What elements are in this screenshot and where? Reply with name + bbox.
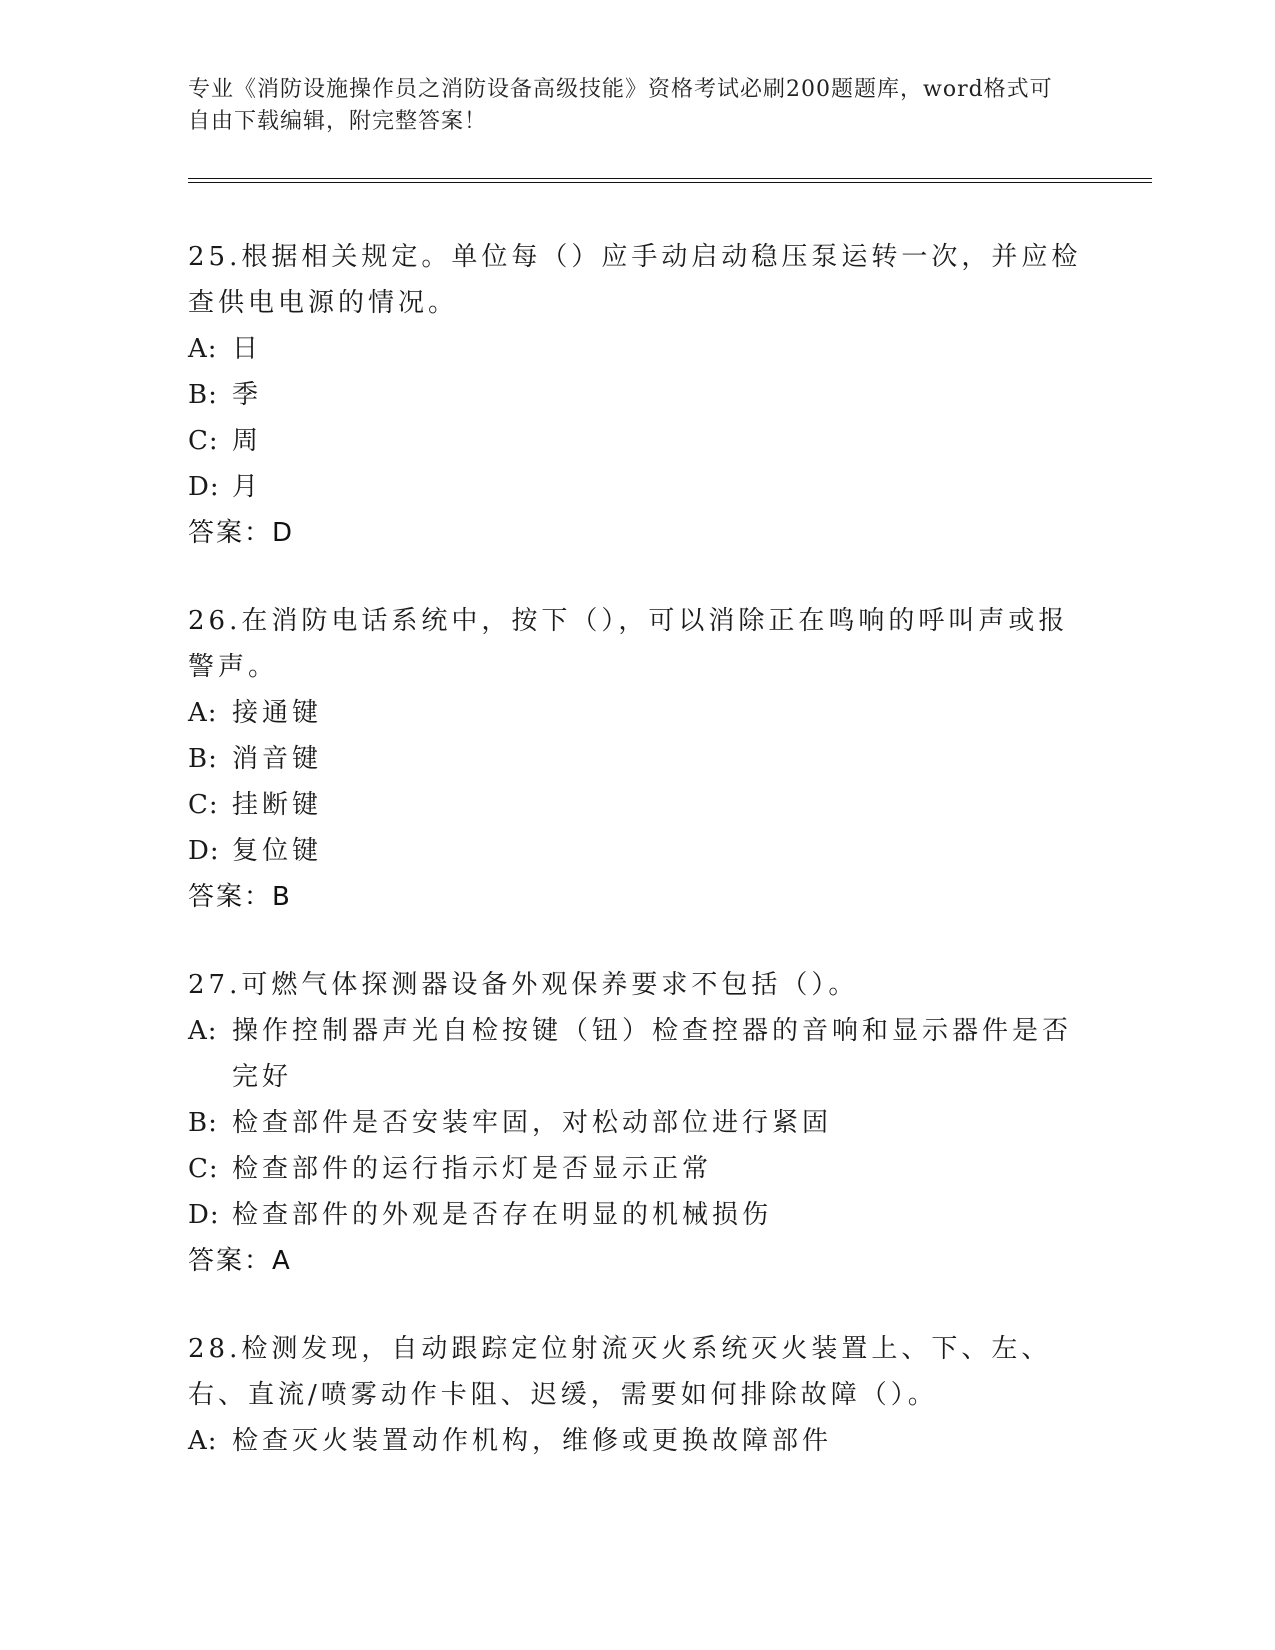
option-key: A: bbox=[188, 334, 218, 364]
option-c bbox=[188, 782, 1088, 828]
option-d bbox=[188, 464, 1088, 510]
question-stem: 28.检测发现，自动跟踪定位射流灭火系统灭火装置上、下、左、右、直流/喷雾动作卡阻、迟缓，需要如何排除故障（）。 bbox=[188, 1334, 1052, 1410]
option-key: B: bbox=[188, 744, 218, 774]
option-text: 检查部件的外观是否存在明显的机械损伤 bbox=[232, 1200, 773, 1230]
option-a bbox=[188, 326, 1088, 372]
question-list bbox=[188, 234, 1088, 1506]
question-stem: 25.根据相关规定。单位每（）应手动启动稳压泵运转一次，并应检查供电电源的情况。 bbox=[188, 242, 1082, 318]
option-key: D: bbox=[188, 1200, 220, 1230]
option-key: D: bbox=[188, 836, 220, 866]
option-text: 操作控制器声光自检按键（钮）检查控器的音响和显示器件是否完好 bbox=[232, 1016, 1073, 1092]
option-text: 日 bbox=[232, 334, 263, 364]
option-text: 挂断键 bbox=[232, 790, 323, 820]
option-key: A: bbox=[188, 698, 218, 728]
option-text: 检查部件的运行指示灯是否显示正常 bbox=[232, 1154, 713, 1184]
option-a bbox=[188, 1418, 1088, 1464]
option-key: A: bbox=[188, 1016, 218, 1046]
question-25 bbox=[188, 234, 1088, 556]
header-divider-bottom bbox=[188, 182, 1152, 183]
question-stem: 27.可燃气体探测器设备外观保养要求不包括（）。 bbox=[188, 970, 859, 1000]
option-key: B: bbox=[188, 1108, 218, 1138]
option-d bbox=[188, 1192, 1088, 1238]
option-key: B: bbox=[188, 380, 218, 410]
question-stem: 26.在消防电话系统中，按下（），可以消除正在鸣响的呼叫声或报警声。 bbox=[188, 606, 1069, 682]
option-key: A: bbox=[188, 1426, 218, 1456]
option-key: C: bbox=[188, 1154, 219, 1184]
answer-text: 答案：A bbox=[188, 1246, 292, 1276]
option-text: 消音键 bbox=[232, 744, 323, 774]
option-text: 月 bbox=[232, 472, 263, 502]
answer-text: 答案：B bbox=[188, 882, 292, 912]
header-divider-top bbox=[188, 178, 1152, 179]
option-b bbox=[188, 372, 1088, 418]
option-key: C: bbox=[188, 790, 219, 820]
option-key: C: bbox=[188, 426, 219, 456]
option-c bbox=[188, 1146, 1088, 1192]
option-a bbox=[188, 690, 1088, 736]
option-text: 检查部件是否安装牢固，对松动部位进行紧固 bbox=[232, 1108, 833, 1138]
option-text: 复位键 bbox=[232, 836, 323, 866]
option-c bbox=[188, 418, 1088, 464]
option-text: 季 bbox=[232, 380, 263, 410]
option-b bbox=[188, 736, 1088, 782]
question-26 bbox=[188, 598, 1088, 920]
question-27 bbox=[188, 962, 1088, 1284]
option-a bbox=[188, 1008, 1088, 1100]
document-header: 专业《消防设施操作员之消防设备高级技能》资格考试必刷200题题库，word格式可自由下载编辑，附完整答案！ bbox=[188, 77, 1053, 134]
option-text: 周 bbox=[232, 426, 263, 456]
option-key: D: bbox=[188, 472, 220, 502]
option-b bbox=[188, 1100, 1088, 1146]
question-28 bbox=[188, 1326, 1088, 1464]
option-text: 检查灭火装置动作机构，维修或更换故障部件 bbox=[232, 1426, 833, 1456]
option-d bbox=[188, 828, 1088, 874]
answer-text: 答案：D bbox=[188, 518, 295, 548]
option-text: 接通键 bbox=[232, 698, 323, 728]
